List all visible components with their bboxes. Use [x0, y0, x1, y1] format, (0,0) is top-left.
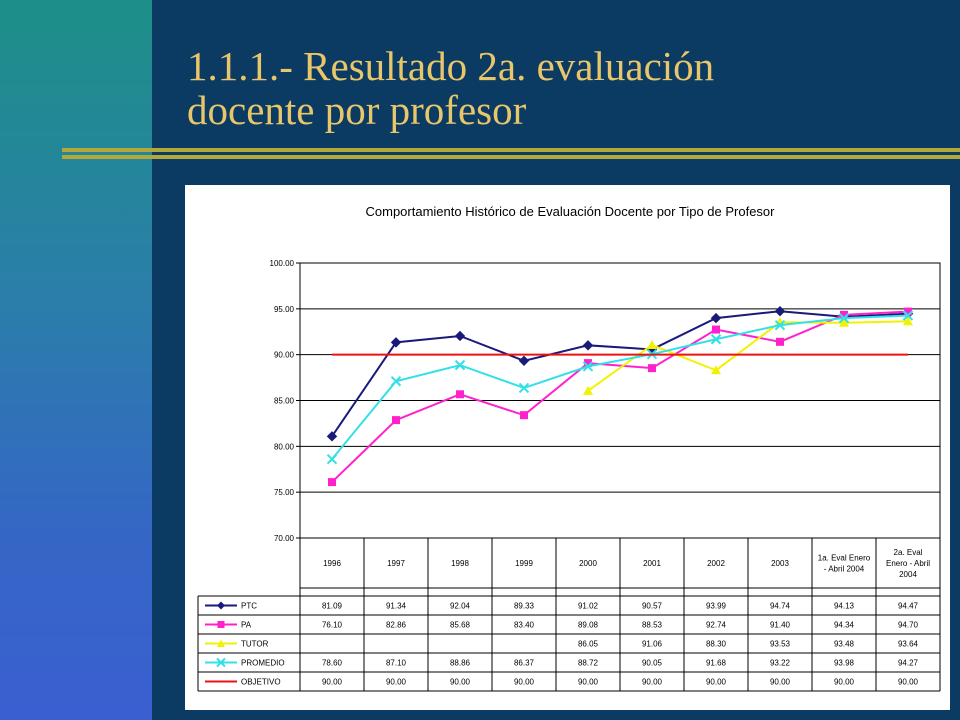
table-cell-value: 91.68: [705, 658, 727, 668]
legend-label-promedio: PROMEDIO: [241, 658, 285, 668]
table-cell-value: 90.00: [577, 677, 599, 687]
table-cell-value: 93.99: [705, 601, 727, 611]
y-tick-label: 90.00: [273, 350, 294, 360]
point-tutor: [647, 340, 657, 349]
table-cell-value: 94.27: [897, 658, 919, 668]
table-cell-value: 90.00: [641, 677, 663, 687]
point-pa: [712, 326, 720, 334]
y-tick-label: 95.00: [273, 304, 294, 314]
category-label: Enero - Abril: [885, 559, 931, 568]
legend-label-tutor: TUTOR: [241, 639, 269, 649]
slide-title-line-1: 1.1.1.- Resultado 2a. evaluación: [187, 43, 715, 89]
table-cell-value: 93.53: [769, 639, 791, 649]
series-line-ptc: [332, 311, 908, 436]
table-cell-value: 86.37: [513, 658, 535, 668]
slide-title-line-2: docente por profesor: [187, 87, 527, 133]
point-pa: [328, 478, 336, 486]
series-line-promedio: [332, 316, 908, 460]
y-tick-label: 80.00: [273, 442, 294, 452]
table-cell-value: 90.00: [769, 677, 791, 687]
table-cell-value: 89.08: [577, 620, 599, 630]
table-cell-value: 92.74: [705, 620, 727, 630]
category-label: 2001: [643, 559, 661, 568]
table-cell-value: 87.10: [385, 658, 407, 668]
table-cell-value: 93.98: [833, 658, 855, 668]
table-cell-value: 82.86: [385, 620, 407, 630]
table-cell-value: 83.40: [513, 620, 535, 630]
table-cell-value: 91.02: [577, 601, 599, 611]
table-cell-value: 90.00: [833, 677, 855, 687]
category-label: 2000: [579, 559, 597, 568]
point-ptc: [520, 356, 529, 365]
chart-frame: [185, 185, 950, 710]
point-pa: [520, 411, 528, 419]
table-cell-value: 91.06: [641, 639, 663, 649]
category-label: 2002: [707, 559, 725, 568]
category-label: 1999: [515, 559, 533, 568]
point-promedio: [328, 455, 337, 464]
category-label: 2004: [899, 570, 917, 579]
accent-rule-bottom: [62, 155, 960, 159]
category-label: 2a. Eval: [893, 548, 923, 557]
category-label: 1998: [451, 559, 469, 568]
table-cell-value: 90.00: [705, 677, 727, 687]
category-label: 2003: [771, 559, 789, 568]
legend-key-marker: [218, 621, 225, 628]
point-pa: [648, 364, 656, 372]
y-tick-label: 100.00: [269, 259, 294, 268]
table-cell-value: 76.10: [321, 620, 343, 630]
slide-title: [187, 44, 927, 132]
category-label: - Abril 2004: [823, 564, 865, 574]
accent-rule-top: [62, 148, 960, 152]
point-ptc: [584, 341, 593, 350]
category-label: 1997: [387, 559, 405, 568]
table-cell-value: 93.64: [897, 639, 919, 649]
table-cell-value: 78.60: [321, 658, 343, 668]
table-cell-value: 86.05: [577, 639, 599, 649]
table-cell-value: 81.09: [321, 601, 343, 611]
table-cell-value: 90.05: [641, 658, 663, 668]
point-ptc: [776, 307, 785, 316]
point-pa: [456, 390, 464, 398]
table-cell-value: 90.00: [897, 677, 919, 687]
series-line-pa: [332, 312, 908, 483]
category-label: 1a. Eval Enero: [817, 553, 871, 563]
y-tick-label: 70.00: [273, 534, 294, 543]
table-cell-value: 94.34: [833, 620, 855, 630]
table-cell-value: 93.48: [833, 639, 855, 649]
table-cell-value: 90.00: [321, 677, 343, 687]
table-cell-value: 94.74: [769, 601, 791, 611]
point-ptc: [456, 331, 465, 340]
point-pa: [392, 416, 400, 424]
plot-area: [270, 259, 940, 543]
y-tick-label: 85.00: [273, 396, 294, 406]
y-tick-label: 75.00: [273, 488, 294, 498]
chart-title: Comportamiento Histórico de Evaluación Docente por Tipo de Profesor: [365, 204, 775, 219]
table-cell-value: 94.47: [897, 601, 919, 611]
table-cell-value: 94.13: [833, 601, 855, 611]
table-cell-value: 91.34: [385, 601, 407, 611]
table-cell-value: 88.30: [705, 639, 727, 649]
table-cell-value: 88.72: [577, 658, 599, 668]
legend-label-objetivo: OBJETIVO: [241, 677, 281, 687]
left-gradient-band: [0, 0, 152, 720]
table-cell-value: 93.22: [769, 658, 791, 668]
table-cell-value: 89.33: [513, 601, 535, 611]
table-cell-value: 90.00: [513, 677, 535, 687]
point-promedio: [520, 383, 529, 392]
table-cell-value: 90.57: [641, 601, 663, 611]
legend-key-marker: [217, 602, 225, 610]
data-table: [198, 538, 940, 691]
table-cell-value: 92.04: [449, 601, 471, 611]
point-ptc: [712, 314, 721, 323]
table-cell-value: 90.00: [449, 677, 471, 687]
table-cell-value: 91.40: [769, 620, 791, 630]
table-cell-value: 94.70: [897, 620, 919, 630]
point-pa: [776, 338, 784, 346]
legend-label-ptc: PTC: [241, 601, 257, 611]
evaluation-line-chart: [185, 185, 950, 710]
table-cell-value: 88.53: [641, 620, 663, 630]
table-cell-value: 90.00: [385, 677, 407, 687]
legend-label-pa: PA: [241, 620, 252, 630]
category-label: 1996: [323, 559, 341, 568]
table-cell-value: 88.86: [449, 658, 471, 668]
table-cell-value: 85.68: [449, 620, 471, 630]
